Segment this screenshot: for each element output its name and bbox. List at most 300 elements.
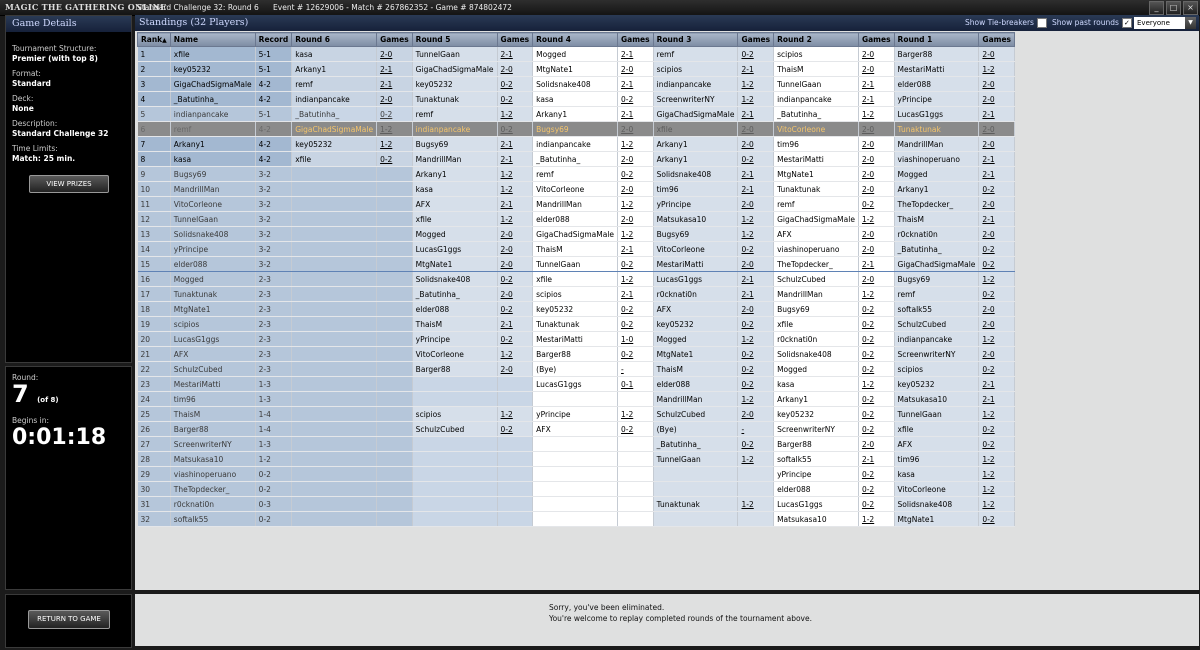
- record-cell: 3-2: [255, 167, 292, 182]
- tiebreakers-checkbox[interactable]: [1037, 18, 1047, 28]
- record-cell: 3-2: [255, 257, 292, 272]
- standings-row[interactable]: [138, 362, 1015, 377]
- games-link[interactable]: 1-2: [377, 137, 413, 152]
- record-cell: 4-2: [255, 77, 292, 92]
- games-link[interactable]: 1-2: [979, 452, 1015, 467]
- games-link[interactable]: 2-0: [858, 122, 894, 137]
- standings-row[interactable]: [138, 452, 1015, 467]
- standings-row[interactable]: [138, 422, 1015, 437]
- games-link[interactable]: 2-0: [979, 197, 1015, 212]
- games-link[interactable]: 2-1: [618, 242, 654, 257]
- games-link[interactable]: 2-0: [979, 92, 1015, 107]
- maximize-button[interactable]: □: [1166, 1, 1181, 15]
- standings-row[interactable]: [138, 182, 1015, 197]
- standings-row[interactable]: [138, 347, 1015, 362]
- games-link[interactable]: 2-0: [738, 302, 774, 317]
- opponent-name: Barger88: [412, 362, 497, 377]
- games-link[interactable]: 2-1: [858, 257, 894, 272]
- games-link[interactable]: 2-1: [979, 377, 1015, 392]
- rank-cell: 21: [138, 347, 171, 362]
- record-cell: 2-3: [255, 272, 292, 287]
- standings-row[interactable]: [138, 377, 1015, 392]
- rank-cell: 14: [138, 242, 171, 257]
- games-link[interactable]: 0-2: [497, 422, 533, 437]
- games-link[interactable]: 2-1: [497, 197, 533, 212]
- games-link[interactable]: 0-2: [618, 422, 654, 437]
- standings-row[interactable]: [138, 287, 1015, 302]
- games-link[interactable]: 2-0: [858, 167, 894, 182]
- opponent-name: LucasG1ggs: [412, 242, 497, 257]
- games-link[interactable]: 0-2: [738, 377, 774, 392]
- games-link[interactable]: 1-2: [497, 212, 533, 227]
- opponent-name: SchulzCubed: [774, 272, 859, 287]
- opponent-name: Solidsnake408: [412, 272, 497, 287]
- games-link[interactable]: 0-2: [979, 437, 1015, 452]
- standings-row[interactable]: [138, 512, 1015, 527]
- games-link[interactable]: 0-2: [618, 257, 654, 272]
- opponent-name: AFX: [774, 227, 859, 242]
- games-link[interactable]: 1-2: [377, 122, 413, 137]
- rank-cell: 19: [138, 317, 171, 332]
- col-header-games-3[interactable]: [738, 33, 774, 47]
- games-link[interactable]: 1-2: [738, 332, 774, 347]
- games-link[interactable]: 0-2: [858, 362, 894, 377]
- opponent-name: GigaChadSigmaMale: [774, 212, 859, 227]
- opponent-name: (Bye): [533, 362, 618, 377]
- games-link[interactable]: 2-0: [858, 152, 894, 167]
- games-link[interactable]: 2-0: [738, 197, 774, 212]
- games-link[interactable]: 2-1: [979, 392, 1015, 407]
- opponent-name: yPrincipe: [412, 332, 497, 347]
- games-link[interactable]: 2-0: [979, 77, 1015, 92]
- games-link[interactable]: 2-1: [618, 47, 654, 62]
- games-link[interactable]: 2-0: [377, 92, 413, 107]
- games-link[interactable]: 2-0: [618, 122, 654, 137]
- games-link[interactable]: 1-2: [858, 287, 894, 302]
- games-link[interactable]: 1-2: [738, 92, 774, 107]
- games-link[interactable]: 2-0: [858, 182, 894, 197]
- opponent-name: [412, 452, 497, 467]
- games-link[interactable]: 2-0: [618, 182, 654, 197]
- opponent-name: [377, 257, 413, 272]
- games-link[interactable]: 0-2: [738, 437, 774, 452]
- standings-row[interactable]: [138, 317, 1015, 332]
- opponent-name: _Batutinha_: [653, 437, 738, 452]
- col-header-name[interactable]: [170, 33, 255, 47]
- opponent-name: kasa: [292, 47, 377, 62]
- games-link[interactable]: 0-2: [497, 272, 533, 287]
- games-link[interactable]: -: [738, 422, 774, 437]
- opponent-name: Arkany1: [653, 137, 738, 152]
- games-link[interactable]: 2-0: [979, 122, 1015, 137]
- games-link[interactable]: 1-2: [979, 272, 1015, 287]
- game-details-panel: [5, 15, 132, 363]
- standings-row[interactable]: [138, 407, 1015, 422]
- games-link[interactable]: 2-1: [497, 47, 533, 62]
- games-link[interactable]: 0-2: [858, 317, 894, 332]
- opponent-name: Mogged: [894, 167, 979, 182]
- col-header-rank[interactable]: [138, 33, 171, 47]
- games-link[interactable]: 0-2: [858, 302, 894, 317]
- games-link[interactable]: 2-1: [738, 62, 774, 77]
- opponent-name: [618, 392, 654, 407]
- col-header-round-3[interactable]: [653, 33, 738, 47]
- opponent-name: [412, 467, 497, 482]
- standings-row[interactable]: [138, 92, 1015, 107]
- opponent-name: xfile: [292, 152, 377, 167]
- games-link[interactable]: 1-2: [738, 77, 774, 92]
- games-link[interactable]: 2-1: [497, 152, 533, 167]
- player-name: ScreenwriterNY: [170, 437, 255, 452]
- opponent-name: remf: [653, 47, 738, 62]
- standings-header: [135, 15, 1199, 31]
- opponent-name: Mogged: [774, 362, 859, 377]
- opponent-name: ThaisM: [412, 317, 497, 332]
- close-button[interactable]: ×: [1183, 1, 1198, 15]
- standings-row[interactable]: [138, 212, 1015, 227]
- games-link[interactable]: 2-0: [497, 287, 533, 302]
- elimination-message: [549, 602, 812, 624]
- col-header-round-6[interactable]: [292, 33, 377, 47]
- col-header-games-6[interactable]: [377, 33, 413, 47]
- rank-cell: 29: [138, 467, 171, 482]
- games-link[interactable]: 2-1: [618, 107, 654, 122]
- col-header-round-4[interactable]: [533, 33, 618, 47]
- games-link[interactable]: 2-0: [497, 362, 533, 377]
- games-link[interactable]: 0-2: [979, 182, 1015, 197]
- record-cell: 4-2: [255, 152, 292, 167]
- games-link[interactable]: 2-1: [377, 77, 413, 92]
- opponent-name: [653, 467, 738, 482]
- standings-row[interactable]: [138, 332, 1015, 347]
- games-link[interactable]: 0-2: [858, 497, 894, 512]
- col-header-round-1[interactable]: [894, 33, 979, 47]
- games-link[interactable]: 2-1: [738, 182, 774, 197]
- games-link[interactable]: 2-0: [979, 227, 1015, 242]
- games-link[interactable]: 1-2: [497, 182, 533, 197]
- games-link[interactable]: -: [618, 362, 654, 377]
- player-filter-select[interactable]: [1134, 17, 1196, 29]
- opponent-name: xfile: [412, 212, 497, 227]
- standings-row[interactable]: [138, 242, 1015, 257]
- col-header-round-2[interactable]: [774, 33, 859, 47]
- games-link[interactable]: 2-1: [738, 107, 774, 122]
- opponent-name: elder088: [653, 377, 738, 392]
- opponent-name: kasa: [533, 92, 618, 107]
- games-link[interactable]: 1-2: [497, 347, 533, 362]
- standings-row[interactable]: [138, 497, 1015, 512]
- minimize-button[interactable]: _: [1149, 1, 1164, 15]
- games-link[interactable]: 1-2: [738, 392, 774, 407]
- opponent-name: [377, 362, 413, 377]
- standings-row[interactable]: [138, 62, 1015, 77]
- games-link[interactable]: 2-0: [738, 407, 774, 422]
- games-link[interactable]: 0-2: [979, 287, 1015, 302]
- games-link[interactable]: 2-1: [497, 317, 533, 332]
- opponent-name: xfile: [533, 272, 618, 287]
- games-link[interactable]: 2-1: [618, 287, 654, 302]
- games-link[interactable]: 2-0: [497, 62, 533, 77]
- games-link[interactable]: 1-2: [979, 497, 1015, 512]
- rank-cell: 31: [138, 497, 171, 512]
- games-link[interactable]: 1-2: [497, 407, 533, 422]
- opponent-name: [292, 212, 377, 227]
- games-link[interactable]: 0-2: [738, 347, 774, 362]
- games-link[interactable]: 2-0: [858, 47, 894, 62]
- chevron-down-icon[interactable]: ▼: [1185, 17, 1196, 29]
- col-header-label: Games: [741, 35, 771, 44]
- games-link[interactable]: 2-0: [497, 227, 533, 242]
- record-cell: 0-3: [255, 497, 292, 512]
- record-cell: 2-3: [255, 302, 292, 317]
- games-link[interactable]: 1-2: [618, 227, 654, 242]
- games-link[interactable]: 0-2: [979, 242, 1015, 257]
- games-link[interactable]: 2-0: [738, 122, 774, 137]
- opponent-name: [533, 497, 618, 512]
- opponent-name: AFX: [653, 302, 738, 317]
- opponent-name: [292, 317, 377, 332]
- opponent-name: MandrillMan: [894, 137, 979, 152]
- games-link[interactable]: 2-1: [497, 137, 533, 152]
- opponent-name: remf: [412, 107, 497, 122]
- games-link[interactable]: 0-2: [497, 92, 533, 107]
- games-link[interactable]: 2-0: [858, 62, 894, 77]
- col-header-record[interactable]: [255, 33, 292, 47]
- games-link[interactable]: 0-2: [497, 302, 533, 317]
- games-link[interactable]: 1-2: [738, 497, 774, 512]
- opponent-name: remf: [774, 197, 859, 212]
- games-link[interactable]: 0-2: [738, 317, 774, 332]
- games-link[interactable]: 2-0: [497, 242, 533, 257]
- standings-row[interactable]: [138, 257, 1015, 272]
- opponent-name: TunnelGaan: [653, 452, 738, 467]
- games-link[interactable]: 0-2: [979, 257, 1015, 272]
- games-link[interactable]: 1-2: [618, 407, 654, 422]
- games-link[interactable]: 2-0: [979, 137, 1015, 152]
- standings-row[interactable]: [138, 302, 1015, 317]
- rank-cell: 18: [138, 302, 171, 317]
- games-link[interactable]: 2-0: [979, 317, 1015, 332]
- rank-cell: 30: [138, 482, 171, 497]
- opponent-name: remf: [894, 287, 979, 302]
- games-link[interactable]: 2-0: [858, 272, 894, 287]
- player-filter-value: Everyone: [1137, 19, 1170, 27]
- record-cell: 1-4: [255, 407, 292, 422]
- games-link[interactable]: 2-0: [979, 47, 1015, 62]
- games-link[interactable]: 0-2: [858, 197, 894, 212]
- standings-row[interactable]: [138, 167, 1015, 182]
- games-link[interactable]: 2-0: [858, 437, 894, 452]
- games-link[interactable]: 2-1: [979, 152, 1015, 167]
- games-link[interactable]: 2-0: [979, 302, 1015, 317]
- games-link[interactable]: 2-0: [858, 137, 894, 152]
- games-link[interactable]: 2-1: [979, 107, 1015, 122]
- games-link[interactable]: 2-1: [738, 287, 774, 302]
- games-link[interactable]: 1-2: [618, 197, 654, 212]
- opponent-name: Bugsy69: [774, 302, 859, 317]
- show-past-rounds-option[interactable]: [1052, 18, 1132, 28]
- games-link[interactable]: 0-2: [377, 107, 413, 122]
- standings-row[interactable]: [138, 152, 1015, 167]
- rank-cell: 27: [138, 437, 171, 452]
- games-link[interactable]: 0-2: [858, 482, 894, 497]
- games-link[interactable]: 2-1: [979, 167, 1015, 182]
- standings-row[interactable]: [138, 47, 1015, 62]
- rank-cell: 15: [138, 257, 171, 272]
- rank-cell: 11: [138, 197, 171, 212]
- opponent-name: [377, 317, 413, 332]
- games-link[interactable]: 2-0: [377, 47, 413, 62]
- standings-row[interactable]: [138, 392, 1015, 407]
- games-link[interactable]: 0-2: [979, 512, 1015, 527]
- games-link[interactable]: 1-2: [497, 107, 533, 122]
- games-link[interactable]: 1-2: [858, 512, 894, 527]
- title-bar: [0, 0, 1200, 16]
- games-link[interactable]: 0-2: [497, 332, 533, 347]
- games-link[interactable]: 2-0: [497, 257, 533, 272]
- opponent-name: Tunaktunak: [653, 497, 738, 512]
- standings-row[interactable]: [138, 467, 1015, 482]
- col-header-games-4[interactable]: [618, 33, 654, 47]
- view-prizes-button[interactable]: VIEW PRIZES: [29, 175, 109, 193]
- games-link[interactable]: 2-0: [618, 152, 654, 167]
- games-link[interactable]: 1-2: [858, 212, 894, 227]
- games-link[interactable]: 2-1: [858, 92, 894, 107]
- col-header-games-5[interactable]: [497, 33, 533, 47]
- games-link[interactable]: 0-2: [377, 152, 413, 167]
- games-link[interactable]: 0-1: [618, 377, 654, 392]
- games-link[interactable]: 2-1: [377, 62, 413, 77]
- games-link[interactable]: 0-2: [858, 467, 894, 482]
- games-link[interactable]: 1-2: [738, 212, 774, 227]
- round-current: 7: [12, 380, 29, 408]
- games-link[interactable]: 1-2: [979, 482, 1015, 497]
- games-link[interactable]: 1-2: [738, 452, 774, 467]
- games-link[interactable]: 1-2: [858, 377, 894, 392]
- standings-row[interactable]: [138, 137, 1015, 152]
- games-link[interactable]: 0-2: [738, 47, 774, 62]
- games-link[interactable]: 0-2: [618, 317, 654, 332]
- games-link[interactable]: 0-2: [738, 362, 774, 377]
- show-tiebreakers-option[interactable]: [965, 18, 1047, 28]
- games-link[interactable]: 2-0: [738, 137, 774, 152]
- past-rounds-checkbox[interactable]: ✓: [1122, 18, 1132, 28]
- games-link[interactable]: 2-1: [858, 452, 894, 467]
- games-link[interactable]: 0-2: [858, 407, 894, 422]
- rank-cell: 4: [138, 92, 171, 107]
- opponent-name: [497, 392, 533, 407]
- games-link[interactable]: 0-2: [497, 77, 533, 92]
- games-link[interactable]: 0-2: [858, 347, 894, 362]
- games-link[interactable]: 1-2: [979, 467, 1015, 482]
- games-link[interactable]: 0-2: [858, 332, 894, 347]
- games-link[interactable]: 0-2: [979, 422, 1015, 437]
- games-link[interactable]: 2-0: [979, 347, 1015, 362]
- games-link[interactable]: 0-2: [618, 302, 654, 317]
- games-link[interactable]: 0-2: [738, 152, 774, 167]
- opponent-name: ScreenwriterNY: [653, 92, 738, 107]
- standings-row[interactable]: [138, 197, 1015, 212]
- standings-row[interactable]: [138, 107, 1015, 122]
- games-link[interactable]: 2-0: [738, 257, 774, 272]
- opponent-name: Arkany1: [653, 152, 738, 167]
- games-link[interactable]: 2-0: [858, 242, 894, 257]
- games-link[interactable]: 1-2: [738, 227, 774, 242]
- games-link[interactable]: 1-2: [979, 62, 1015, 77]
- games-link[interactable]: 1-2: [497, 167, 533, 182]
- opponent-name: SchulzCubed: [412, 422, 497, 437]
- opponent-name: remf: [533, 167, 618, 182]
- games-link[interactable]: 0-2: [618, 92, 654, 107]
- rank-cell: 3: [138, 77, 171, 92]
- games-link[interactable]: 2-1: [618, 77, 654, 92]
- games-link[interactable]: 0-2: [979, 362, 1015, 377]
- return-to-game-button[interactable]: RETURN TO GAME: [28, 610, 110, 629]
- col-header-games-2[interactable]: [858, 33, 894, 47]
- opponent-name: MtgNate1: [653, 347, 738, 362]
- opponent-name: Tunaktunak: [894, 122, 979, 137]
- games-link[interactable]: 0-2: [618, 347, 654, 362]
- standings-row[interactable]: [138, 227, 1015, 242]
- standings-row[interactable]: [138, 482, 1015, 497]
- rank-cell: 16: [138, 272, 171, 287]
- record-cell: 1-3: [255, 377, 292, 392]
- games-link[interactable]: 0-2: [738, 242, 774, 257]
- opponent-name: key05232: [292, 137, 377, 152]
- standings-row[interactable]: [138, 77, 1015, 92]
- opponent-name: viashinoperuano: [774, 242, 859, 257]
- games-link[interactable]: 1-2: [858, 107, 894, 122]
- games-link[interactable]: 2-0: [618, 212, 654, 227]
- games-link[interactable]: 0-2: [858, 422, 894, 437]
- player-name: Mogged: [170, 272, 255, 287]
- games-link[interactable]: 0-2: [858, 392, 894, 407]
- games-link[interactable]: 1-2: [618, 137, 654, 152]
- player-name: MestariMatti: [170, 377, 255, 392]
- opponent-name: tim96: [653, 182, 738, 197]
- col-header-label: Games: [500, 35, 530, 44]
- player-name: LucasG1ggs: [170, 332, 255, 347]
- standings-row[interactable]: [138, 272, 1015, 287]
- opponent-name: TunnelGaan: [774, 77, 859, 92]
- games-link[interactable]: 2-1: [738, 167, 774, 182]
- standings-title: Standings (32 Players): [139, 17, 249, 28]
- opponent-name: r0cknati0n: [653, 287, 738, 302]
- opponent-name: [377, 392, 413, 407]
- games-link[interactable]: 1-2: [979, 332, 1015, 347]
- games-link[interactable]: 0-2: [618, 167, 654, 182]
- games-link[interactable]: 2-1: [979, 212, 1015, 227]
- games-link[interactable]: 1-2: [979, 407, 1015, 422]
- games-link[interactable]: 2-1: [858, 77, 894, 92]
- games-link[interactable]: 2-1: [738, 272, 774, 287]
- opponent-name: ScreenwriterNY: [894, 347, 979, 362]
- player-name: ThaisM: [170, 407, 255, 422]
- opponent-name: key05232: [533, 302, 618, 317]
- games-link[interactable]: 2-0: [858, 227, 894, 242]
- opponent-name: [497, 452, 533, 467]
- col-header-round-5[interactable]: [412, 33, 497, 47]
- games-link[interactable]: 1-2: [618, 272, 654, 287]
- games-link[interactable]: 2-0: [618, 62, 654, 77]
- col-header-games-1[interactable]: [979, 33, 1015, 47]
- games-link[interactable]: 0-2: [497, 122, 533, 137]
- games-link[interactable]: 1-0: [618, 332, 654, 347]
- standings-row[interactable]: [138, 437, 1015, 452]
- opponent-name: Bugsy69: [412, 137, 497, 152]
- opponent-name: MestariMatti: [774, 152, 859, 167]
- standings-row[interactable]: [138, 122, 1015, 137]
